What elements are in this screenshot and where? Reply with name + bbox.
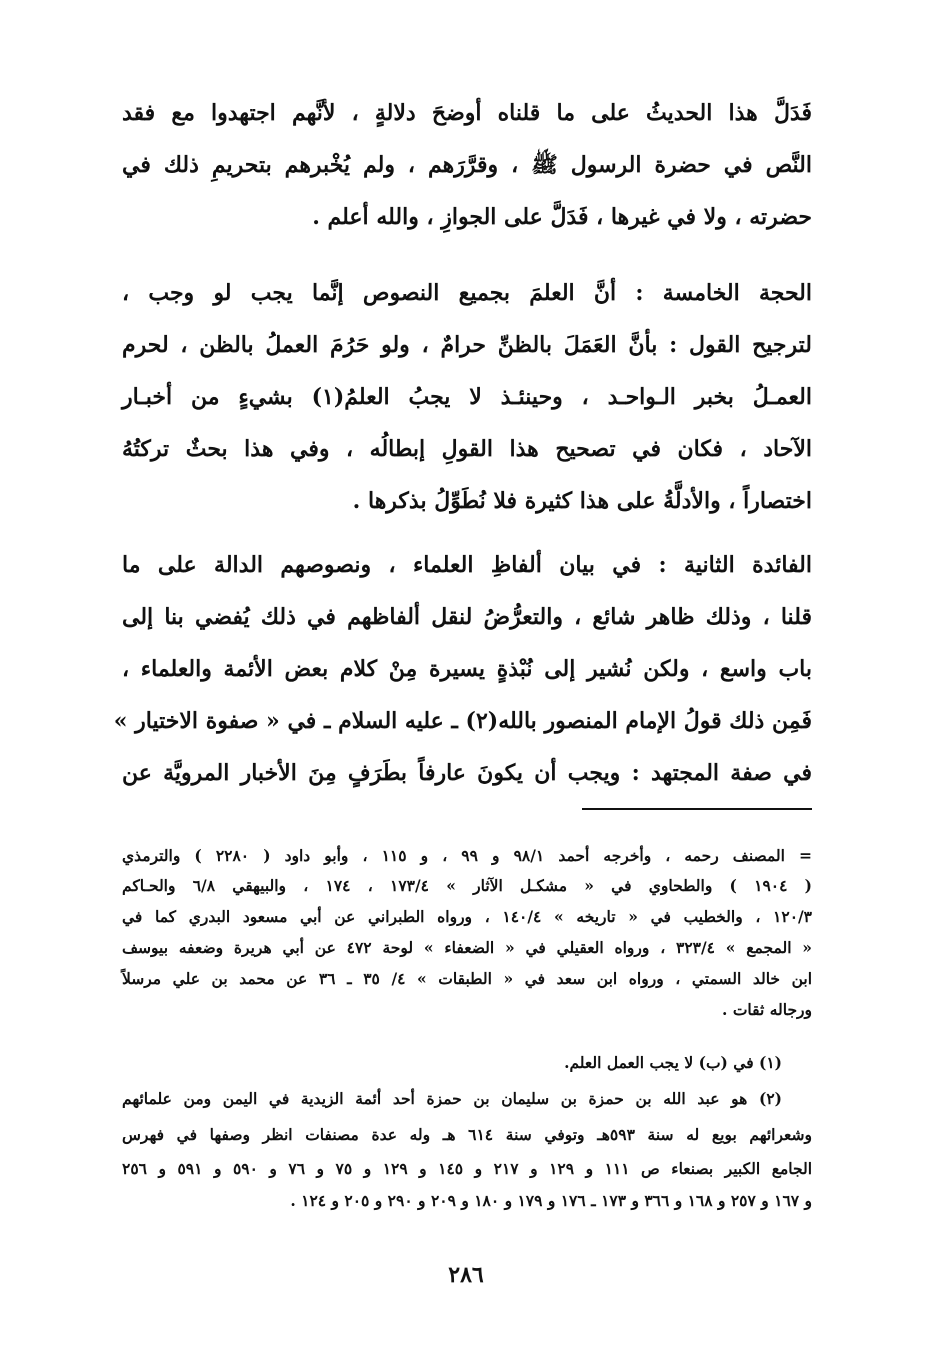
- footnote-line: ( ١٩٠٤ ) والطحاوي في « مشكـل الآثار » ١٧٣/٤ ، ١٧٤ ، والبيهقي ٦/٨ والحـاكم: [122, 876, 813, 895]
- footnote-2-line: الجامع الكبير بصنعاء ص ١١١ و ١٢٩ و ٢١٧ و ١٤٥ و ١٢٩ و ٧٥ و ٧٦ و ٥٩٠ و ٥٩١ و ٢٥٦: [122, 1159, 813, 1178]
- footnote-line: ورجاله ثقات .: [722, 1000, 812, 1019]
- footnote-2-line: وشعرائهم بويع له سنة ٥٩٣هـ وتوفي سنة ٦١٤ هـ وله عدة مصنفات انظر وصفها في فهرس: [122, 1125, 812, 1144]
- text-line: حضرته ، ولا في غيرها ، فَدَلَّ على الجوازِ ، والله أعلم .: [312, 204, 812, 230]
- footnote-separator: [582, 808, 812, 810]
- paragraph-1: [122, 98, 812, 230]
- footnote-line: ابن خالد السمتي ، ورواه ابن سعد في « الطبقات » ٤/ ٣٥ ـ ٣٦ عن محمد بن علي مرسلاً: [122, 969, 813, 988]
- footnote-line: = المصنف رحمه ، وأخرجه أحمد ٩٨/١ و ٩٩ ، و ١١٥ ، وأبو داود ( ٢٢٨٠ ) والترمذي: [122, 846, 813, 865]
- text-line: فَمِن ذلك قولُ الإمام المنصور بالله(٢) ـ عليه السلام ـ في « صفوة الاختيار »: [113, 708, 812, 734]
- footnote-2-line: (٢) هو عبد الله بن حمزة بن سليمان بن حمزة أحد أئمة الزيدية في اليمن ومن علمائهم: [122, 1089, 782, 1108]
- text-line: اختصاراً ، والأدلَّةُ على هذا كثيرة فلا نُطَوِّلُ بذكرها .: [352, 488, 812, 514]
- footnote-2-line: و ١٦٧ و ٢٥٧ و ١٦٨ و ٣٦٦ و ١٧٣ ـ ١٧٦ و ١٧٩ و ١٨٠ و ٢٠٩ و ٢٩٠ و ٢٠٥ و ١٢٤ .: [290, 1191, 812, 1210]
- footnote-line: « المجمع » ٣٢٣/٤ ، ورواه العقيلي في « الضعفاء » لوحة ٤٧٢ عن أبي هريرة وضعفه بيوسف: [122, 938, 812, 957]
- text-line: العمـلُ بخبر الـواحـد ، وحينئـذ لا يجبُ العلمُ(١) بشيءٍ من أخبـار: [122, 384, 812, 410]
- text-line: قلنا ، وذلك ظاهر شائع ، والتعرُّضُ لنقل ألفاظهم في ذلك يُفضي بنا إلى: [122, 604, 812, 630]
- text-line: لترجيح القول : بأنَّ العَمَلَ بالظنِّ حرامٌ ، ولو حَرُمَ العملُ بالظن ، لحرم: [122, 332, 812, 358]
- text-line: الآحاد ، فكان في تصحيح هذا القولِ إبطالُه ، وفي هذا بحثٌ تركتُهُ: [122, 436, 812, 462]
- paragraph-3: [113, 550, 812, 790]
- footnote-1: (١) في (ب) لا يجب العمل العلم.: [564, 1053, 782, 1072]
- text-line: باب واسع ، ولكن نُشير إلى نُبْذةٍ يسيرة مِنْ كلام بعض الأئمة والعلماء ،: [122, 656, 812, 682]
- page-number: ٢٨٦: [448, 1262, 484, 1288]
- footnote-line: ١٢٠/٣ ، والخطيب في « تاريخه » ١٤٠/٤ ، ورواه الطبراني عن أبي مسعود البدري كما في: [122, 907, 813, 926]
- text-line: الفائدة الثانية : في بيان ألفاظِ العلماء ، ونصوصهم الدالة على ما: [122, 552, 812, 578]
- text-line: في صفة المجتهد : ويجب أن يكونَ عارفاً بطَرَفٍ مِنَ الأخبار المرويَّة عن: [122, 760, 812, 786]
- text-line: فَدَلَّ هذا الحديثُ على ما قلناه أوضحَ دلالةٍ ، لأنَّهم اجتهدوا مع فقد: [122, 100, 812, 126]
- text-line: النَّص في حضرة الرسول ﷺ ، وقرَّرَهم ، ولم يُخْبرهم بتحريمِ ذلك في: [122, 152, 812, 178]
- paragraph-2: [122, 278, 812, 518]
- text-line: الحجة الخامسة : أنَّ العلمَ بجميع النصوص إنَّما يجب لو وجب ،: [122, 280, 812, 306]
